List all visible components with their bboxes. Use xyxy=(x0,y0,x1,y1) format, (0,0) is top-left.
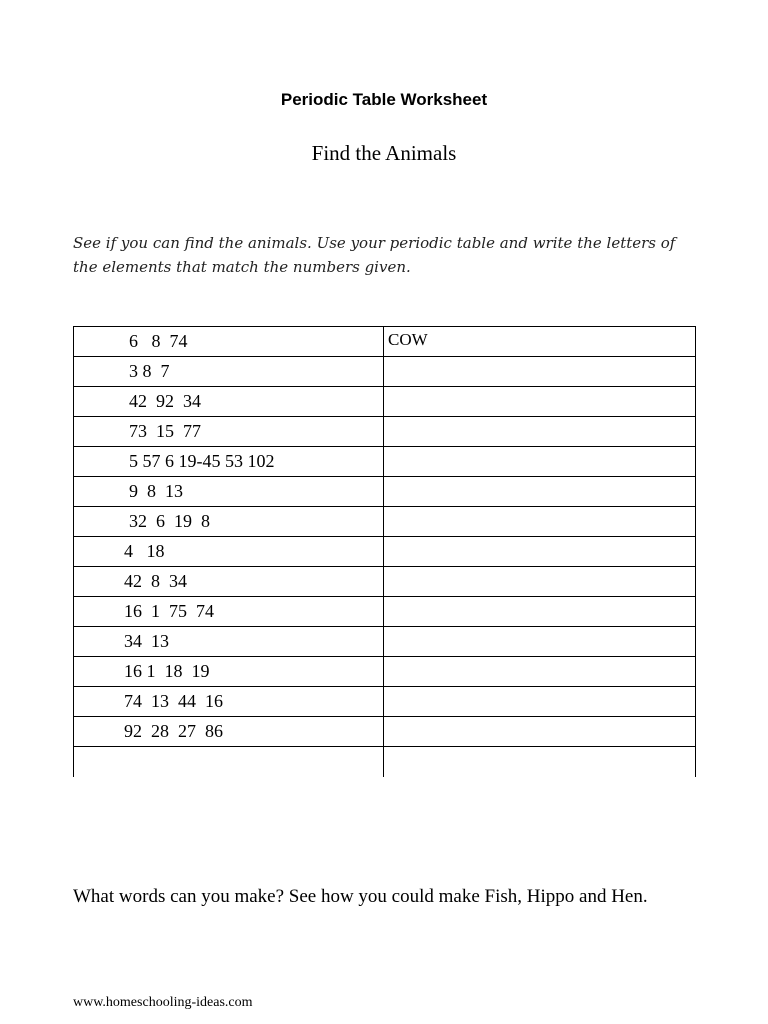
table-row xyxy=(74,477,696,507)
answer-cell[interactable] xyxy=(384,687,696,717)
table-row xyxy=(74,447,696,477)
answer-cell[interactable] xyxy=(384,417,696,447)
answer-cell[interactable] xyxy=(384,357,696,387)
answer-cell[interactable] xyxy=(384,387,696,417)
element-numbers-cell: 6 8 74 xyxy=(74,327,384,357)
answer-cell[interactable] xyxy=(384,657,696,687)
table-row xyxy=(74,387,696,417)
answer-cell[interactable] xyxy=(384,507,696,537)
table-row xyxy=(74,567,696,597)
table-row xyxy=(74,747,696,777)
table-row xyxy=(74,597,696,627)
answer-cell[interactable] xyxy=(384,717,696,747)
answer-cell[interactable] xyxy=(384,597,696,627)
table-row xyxy=(74,357,696,387)
answer-cell[interactable] xyxy=(384,447,696,477)
instructions-text: See if you can find the animals. Use your periodic table and write the letters of the elements that match the numbers given. xyxy=(73,234,676,276)
element-numbers-cell: 16 1 18 19 xyxy=(74,657,384,687)
element-numbers-cell: 34 13 xyxy=(74,627,384,657)
table-row xyxy=(74,507,696,537)
table-row xyxy=(74,687,696,717)
element-numbers-cell: 3 8 7 xyxy=(74,357,384,387)
table-row xyxy=(74,627,696,657)
answer-cell[interactable] xyxy=(384,627,696,657)
answer-table xyxy=(73,326,696,777)
footer-url: www.homeschooling-ideas.com xyxy=(73,995,253,1010)
answer-cell[interactable]: COW xyxy=(384,327,696,357)
element-numbers-cell: 42 92 34 xyxy=(74,387,384,417)
answer-cell[interactable] xyxy=(384,567,696,597)
element-numbers-cell: 16 1 75 74 xyxy=(74,597,384,627)
table-row xyxy=(74,417,696,447)
element-numbers-cell: 74 13 44 16 xyxy=(74,687,384,717)
worksheet-subtitle: Find the Animals xyxy=(311,141,457,165)
table-row xyxy=(74,537,696,567)
element-numbers-cell xyxy=(74,747,384,777)
element-numbers-cell: 4 18 xyxy=(74,537,384,567)
element-numbers-cell: 5 57 6 19-45 53 102 xyxy=(74,447,384,477)
element-numbers-cell: 92 28 27 86 xyxy=(74,717,384,747)
answer-cell[interactable] xyxy=(384,477,696,507)
element-numbers-cell: 73 15 77 xyxy=(74,417,384,447)
element-numbers-cell: 42 8 34 xyxy=(74,567,384,597)
table-row xyxy=(74,717,696,747)
element-numbers-cell: 32 6 19 8 xyxy=(74,507,384,537)
table-row xyxy=(74,657,696,687)
answer-cell[interactable] xyxy=(384,537,696,567)
table-row xyxy=(74,327,696,357)
answer-cell[interactable] xyxy=(384,747,696,777)
element-numbers-cell: 9 8 13 xyxy=(74,477,384,507)
question-text: What words can you make? See how you could make Fish, Hippo and Hen. xyxy=(73,886,648,907)
worksheet-title: Periodic Table Worksheet xyxy=(280,90,488,109)
